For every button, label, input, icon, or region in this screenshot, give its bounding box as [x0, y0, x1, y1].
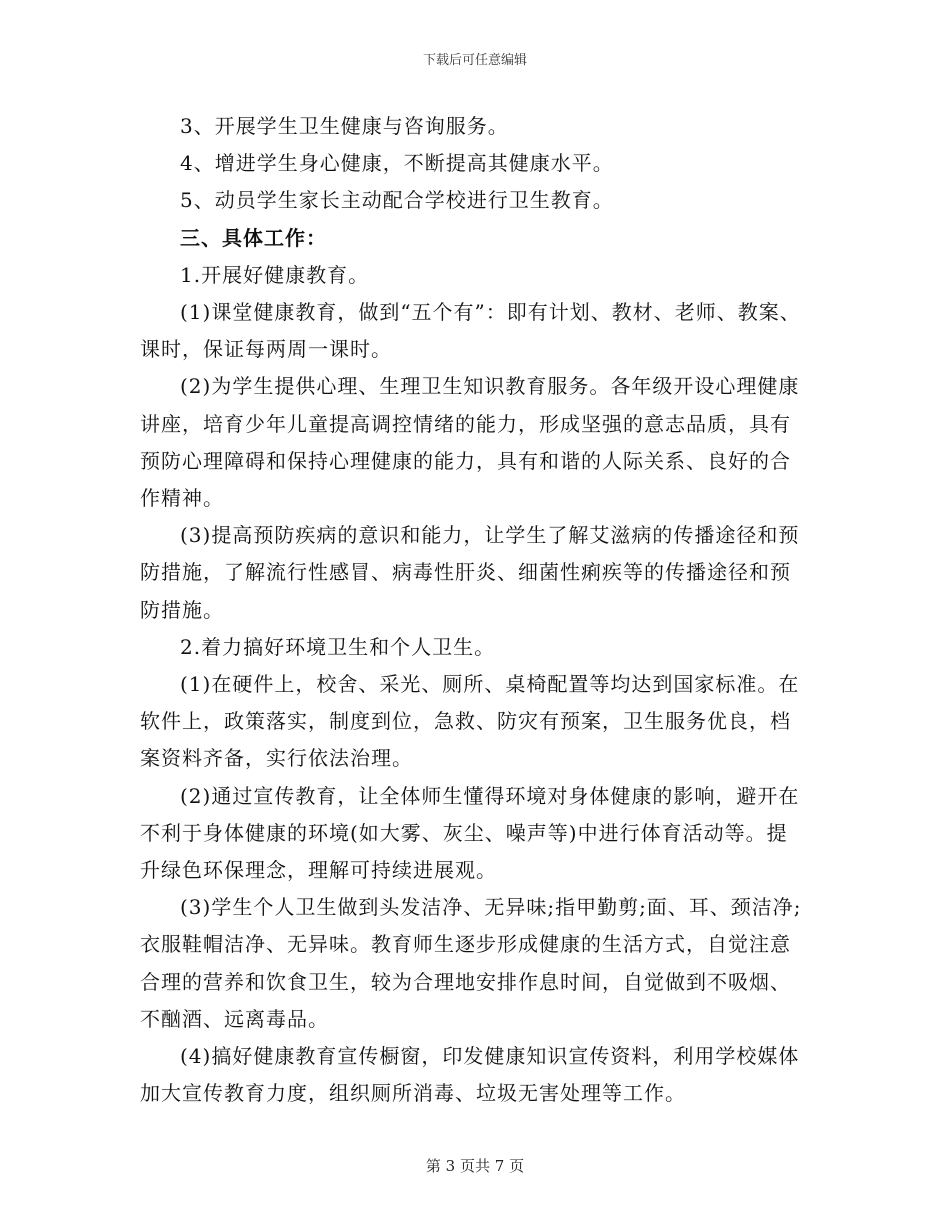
paragraph-psychology-services: (2)为学生提供心理、生理卫生知识教育服务。各年级开设心理健康讲座，培育少年儿童提高调控情绪的能力，形成坚强的意志品质，具有预防心理障碍和保持心理健康的能力，具有和谐的人际关系、良好的合作精神。: [140, 374, 800, 511]
paragraph-publicity-education: (2)通过宣传教育，让全体师生懂得环境对身体健康的影响，避开在不利于身体健康的环境(如大雾、灰尘、噪声等)中进行体育活动等。提升绿色环保理念，理解可持续进展观。: [140, 783, 800, 883]
page-header: 下载后可任意编辑: [422, 53, 527, 68]
paragraph-hardware-software: (1)在硬件上，校舍、采光、厕所、桌椅配置等均达到国家标准。在软件上，政策落实，制度到位，急救、防灾有预案，卫生服务优良，档案资料齐备，实行依法治理。: [140, 672, 800, 771]
paragraph-personal-hygiene: (3)学生个人卫生做到头发洁净、无异味;指甲勤剪;面、耳、颈洁净;衣服鞋帽洁净、无异味。教育师生逐步形成健康的生活方式，自觉注意合理的营养和饮食卫生，较为合理地安排作息时间，自觉做到不吸烟、不酗酒、远离毒品。: [140, 895, 802, 1031]
list-item-3: 3、开展学生卫生健康与咨询服务。: [180, 114, 509, 138]
subheading-health-education: 1.开展好健康教育。: [180, 262, 370, 287]
page-number: 第 3 页共 7 页: [425, 1157, 525, 1175]
paragraph-disease-prevention: (3)提高预防疾病的意识和能力，让学生了解艾滋病的传播途径和预防措施，了解流行性感冒、病毒性肝炎、细菌性痢疾等的传播途径和预防措施。: [140, 523, 800, 622]
paragraph-publicity-window: (4)搞好健康教育宣传橱窗，印发健康知识宣传资料，利用学校媒体加大宣传教育力度，组织厕所消毒、垃圾无害处理等工作。: [140, 1044, 800, 1106]
paragraph-classroom-education: (1)课堂健康教育，做到“五个有”：即有计划、教材、老师、教案、课时，保证每两周一课时。: [140, 300, 801, 362]
section-heading-specific-work: 三、具体工作：: [180, 225, 327, 250]
subheading-environment-hygiene: 2.着力搞好环境卫生和个人卫生。: [180, 634, 496, 659]
list-item-4: 4、增进学生身心健康，不断提高其健康水平。: [180, 151, 614, 176]
document-body: [140, 108, 808, 1112]
list-item-5: 5、动员学生家长主动配合学校进行卫生教育。: [180, 188, 614, 213]
